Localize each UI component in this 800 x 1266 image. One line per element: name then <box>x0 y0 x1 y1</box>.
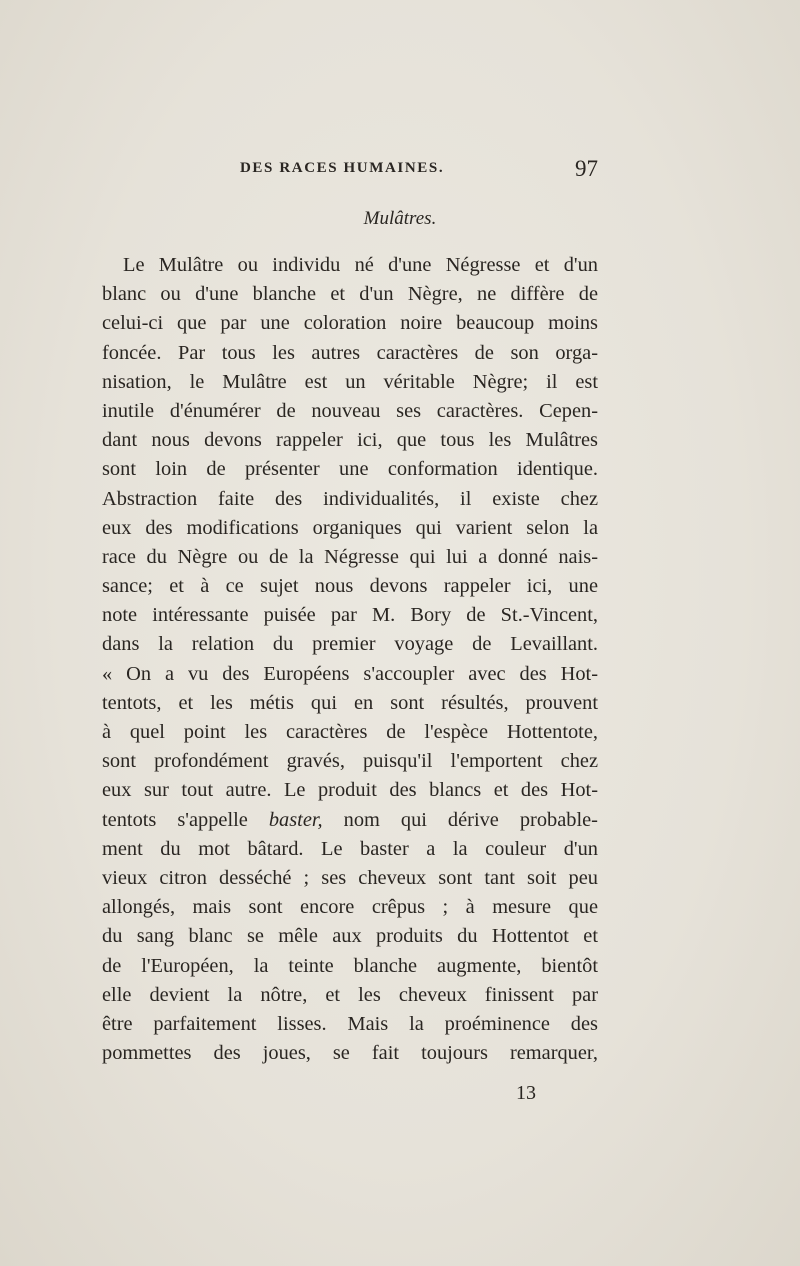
text-line: sont profondément gravés, puisqu'il l'emportent chez <box>102 750 598 773</box>
text-line: inutile d'énumérer de nouveau ses caractères. Cepen- <box>102 399 598 422</box>
text-line: race du Nègre ou de la Négresse qui lui a donné nais- <box>102 545 598 568</box>
text-line: foncée. Par tous les autres caractères de son orga- <box>102 341 598 364</box>
text-line: pommettes des joues, se fait toujours remarquer, <box>102 1042 598 1065</box>
text-line: elle devient la nôtre, et les cheveux finissent par <box>102 983 598 1006</box>
page-header <box>240 156 600 188</box>
text-line: Abstraction faite des individualités, il existe chez <box>102 487 598 510</box>
text-line: dant nous devons rappeler ici, que tous les Mulâtres <box>102 429 598 452</box>
text-line: note intéressante puisée par M. Bory de St.-Vincent, <box>102 604 598 627</box>
text-line: eux sur tout autre. Le produit des blancs et des Hot- <box>102 779 598 802</box>
text-line: à quel point les caractères de l'espèce Hottentote, <box>102 721 598 743</box>
text-line: allongés, mais sont encore crêpus ; à mesure que <box>102 896 598 919</box>
text-line: sont loin de présenter une conformation identique. <box>102 458 598 481</box>
signature-mark: 13 <box>516 1082 536 1104</box>
section-title: Mulâtres. <box>363 208 437 229</box>
text-line: blanc ou d'une blanche et d'un Nègre, ne diffère de <box>102 283 598 306</box>
text-fragment: tentots s'appelle <box>102 808 248 831</box>
italic-term: baster, <box>268 808 323 831</box>
text-line-with-italic <box>102 806 598 835</box>
text-line: vieux citron desséché ; ses cheveux sont tant soit peu <box>102 866 598 889</box>
body-text <box>102 251 598 1068</box>
text-line: sance; et à ce sujet nous devons rappeler ici, une <box>102 575 598 598</box>
text-line: Le Mulâtre ou individu né d'une Négresse et d'un <box>123 254 598 276</box>
text-line: ment du mot bâtard. Le baster a la couleur d'un <box>102 837 598 860</box>
text-line: être parfaitement lisses. Mais la proéminence des <box>102 1012 598 1035</box>
page-number: 97 <box>575 156 598 181</box>
text-line: celui-ci que par une coloration noire beaucoup moins <box>102 312 598 335</box>
text-line: eux des modifications organiques qui varient selon la <box>102 516 598 539</box>
text-line: nisation, le Mulâtre est un véritable Nègre; il est <box>102 370 598 393</box>
text-line: dans la relation du premier voyage de Levaillant. <box>102 633 598 656</box>
text-fragment: nom qui dérive probable- <box>343 808 598 831</box>
text-line: tentots, et les métis qui en sont résultés, prouvent <box>102 691 598 714</box>
running-title: DES RACES HUMAINES. <box>240 160 445 176</box>
text-line: « On a vu des Européens s'accoupler avec des Hot- <box>102 662 598 685</box>
text-line: de l'Européen, la teinte blanche augmente, bientôt <box>102 954 598 977</box>
text-line: du sang blanc se mêle aux produits du Hottentot et <box>102 925 598 948</box>
